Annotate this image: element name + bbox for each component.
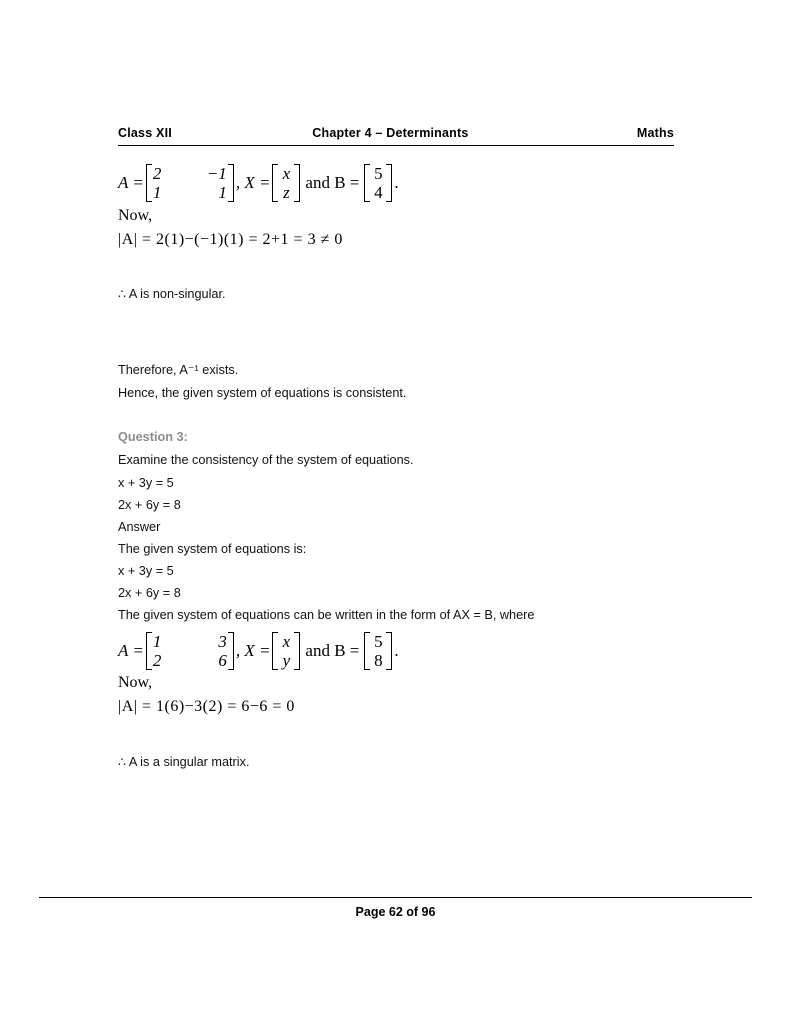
- matrix-a-1-r2c2: 1: [218, 183, 227, 202]
- matrix-a-2-r2c2: 6: [218, 651, 227, 670]
- matrix-a-2-r2c1: 2: [152, 651, 162, 670]
- matrix-b-2: [364, 632, 392, 670]
- determinant-expression-1: |A| = 2(1)−(−1)(1) = 2+1 = 3 ≠ 0: [118, 231, 343, 248]
- matrix-a-1-r1c2: −1: [206, 164, 227, 183]
- page-footer: Page 62 of 96: [355, 905, 436, 919]
- matrix-b-2-r1: 5: [374, 632, 383, 651]
- now-label-2: Now,: [118, 674, 153, 691]
- header-class: Class XII: [118, 126, 172, 140]
- now-label-1: Now,: [118, 207, 153, 224]
- matrix-equation-1-and-label: and B =: [305, 173, 360, 192]
- question-equation-2: 2x + 6y = 8: [118, 498, 181, 512]
- matrix-equation-1-lhs: A =: [118, 173, 144, 192]
- matrix-form-statement: The given system of equations can be written in the form of AX = B, where: [118, 608, 535, 622]
- question-equation-1: x + 3y = 5: [118, 476, 174, 490]
- matrix-equation-2-x-label: , X =: [235, 641, 271, 660]
- matrix-x-2-r1: x: [282, 632, 291, 651]
- matrix-a-1-r2c1: 1: [152, 183, 162, 202]
- matrix-b-1: [364, 164, 392, 202]
- page-header: [118, 126, 674, 146]
- matrix-a-1: [146, 164, 234, 202]
- matrix-x-1: [272, 164, 300, 202]
- matrix-a-2-r1c1: 1: [152, 632, 162, 651]
- matrix-x-1-r1: x: [282, 164, 291, 183]
- singular-statement: ∴ A is a singular matrix.: [118, 755, 250, 769]
- given-system-label: The given system of equations is:: [118, 542, 307, 556]
- matrix-b-2-r2: 8: [374, 651, 383, 670]
- matrix-equation-2: [118, 632, 399, 670]
- matrix-equation-1-period: .: [394, 173, 399, 192]
- matrix-a-2: [146, 632, 234, 670]
- inverse-exists-statement: Therefore, A⁻¹ exists.: [118, 363, 239, 377]
- header-chapter: Chapter 4 – Determinants: [312, 126, 469, 140]
- question-label: Question 3:: [118, 430, 188, 444]
- matrix-equation-1: [118, 164, 399, 202]
- determinant-expression-2: |A| = 1(6)−3(2) = 6−6 = 0: [118, 698, 295, 715]
- matrix-equation-2-lhs: A =: [118, 641, 144, 660]
- matrix-equation-2-period: .: [394, 641, 399, 660]
- matrix-x-2: [272, 632, 300, 670]
- nonsingular-statement: ∴ A is non-singular.: [118, 287, 226, 301]
- matrix-equation-2-and-label: and B =: [305, 641, 360, 660]
- matrix-x-1-r2: z: [283, 183, 290, 202]
- matrix-b-1-r2: 4: [374, 183, 383, 202]
- footer-divider: [39, 897, 752, 898]
- matrix-x-2-r2: y: [282, 651, 291, 670]
- matrix-b-1-r1: 5: [374, 164, 383, 183]
- given-equation-2: 2x + 6y = 8: [118, 586, 181, 600]
- question-text: Examine the consistency of the system of equations.: [118, 453, 414, 467]
- consistency-statement: Hence, the given system of equations is consistent.: [118, 386, 407, 400]
- answer-label: Answer: [118, 520, 161, 534]
- header-subject: Maths: [636, 126, 674, 140]
- matrix-a-1-r1c1: 2: [152, 164, 162, 183]
- matrix-equation-1-x-label: , X =: [235, 173, 271, 192]
- given-equation-1: x + 3y = 5: [118, 564, 174, 578]
- matrix-a-2-r1c2: 3: [218, 632, 227, 651]
